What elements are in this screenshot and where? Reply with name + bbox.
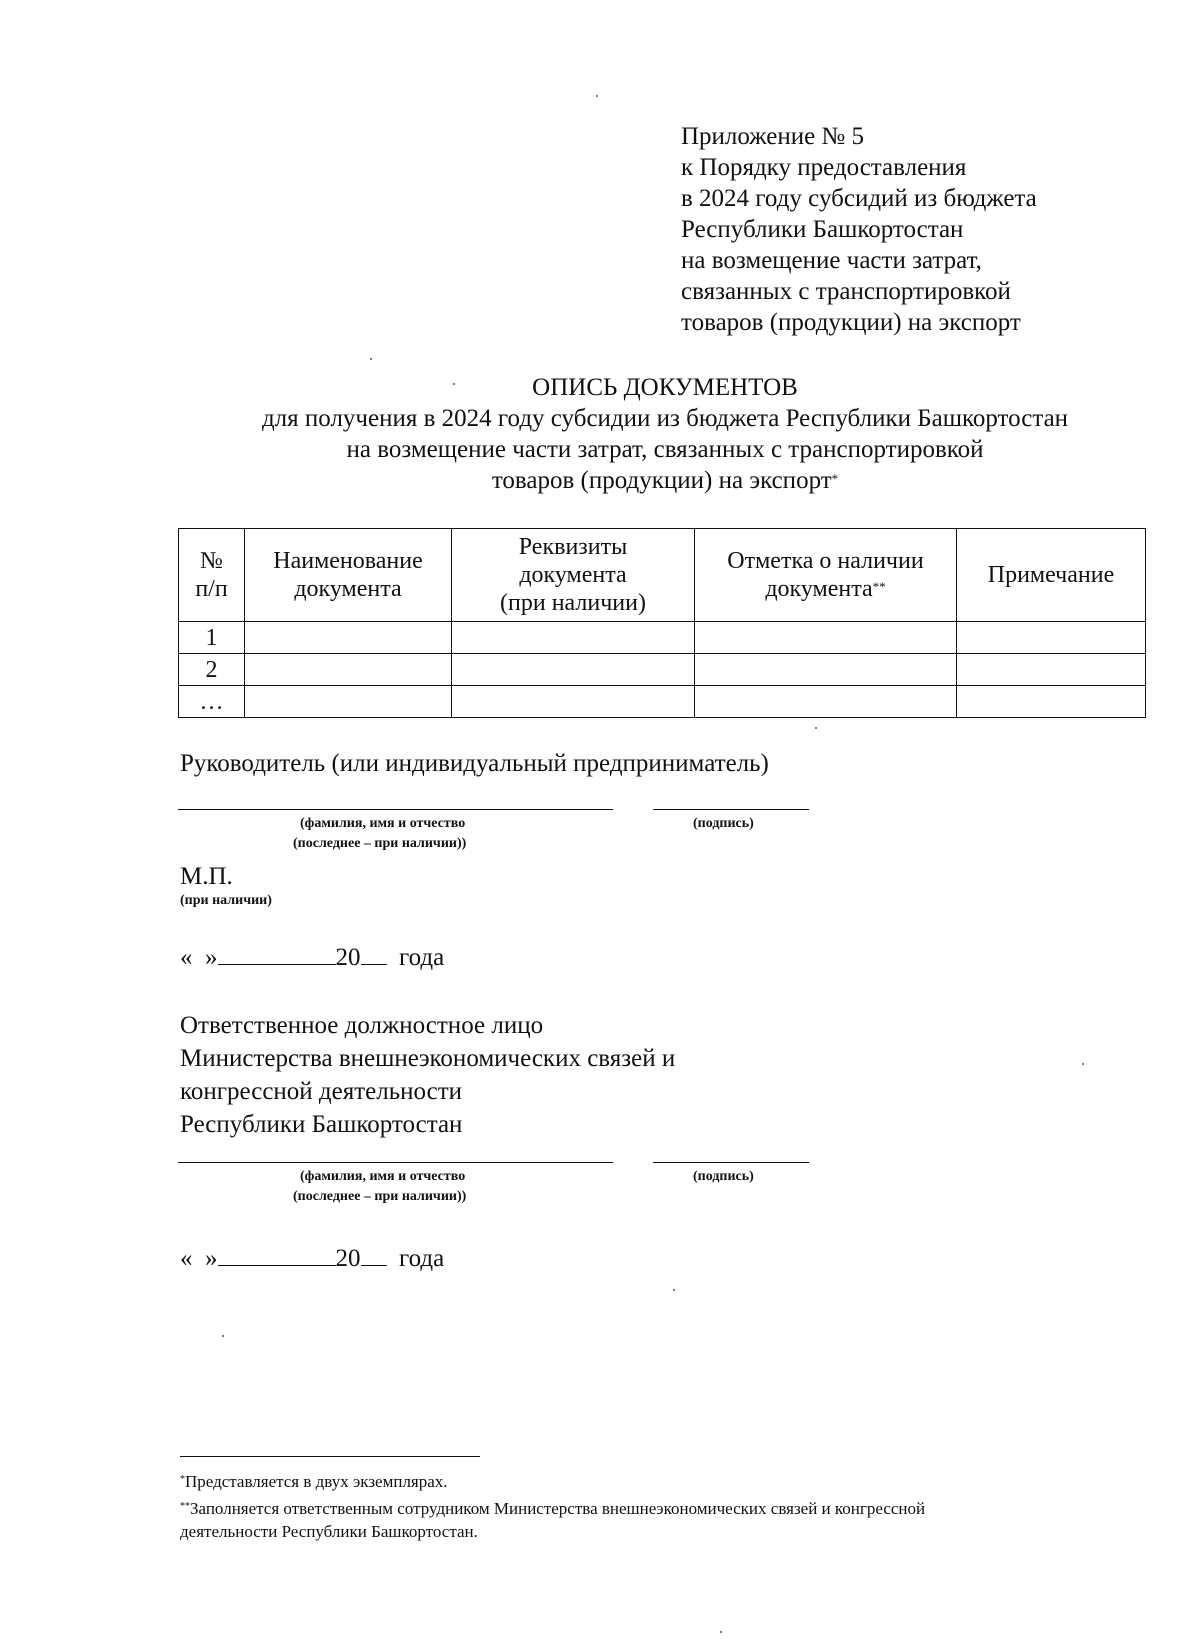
date-month-blank[interactable] <box>218 942 336 965</box>
official-label: Ответственное должностное лицо Министерства внешнеэкономических связей и конгрессной деятельности Республики Башкортостан <box>180 1012 676 1138</box>
appendix-line: товаров (продукции) на экспорт <box>681 309 1021 336</box>
table-cell <box>695 622 957 654</box>
date-year-blank[interactable] <box>361 942 387 965</box>
signature-line[interactable] <box>653 809 809 810</box>
scan-speck <box>222 1335 224 1337</box>
signature-caption: (подпись) <box>693 1169 754 1184</box>
header-presence-mark: Отметка о наличии документа** <box>695 529 957 622</box>
name-caption-2: (последнее – при наличии)) <box>293 1189 467 1204</box>
title-line: для получения в 2024 году субсидии из бюджета Республики Башкортостан <box>261 405 1069 432</box>
table-cell <box>452 686 695 718</box>
footnote-mark: * <box>831 471 839 486</box>
header-note: Примечание <box>957 529 1146 622</box>
date-month-blank[interactable] <box>218 1243 336 1266</box>
table-header-row <box>179 529 1146 622</box>
signature-line[interactable] <box>653 1162 809 1163</box>
stamp-label: М.П. <box>180 863 233 890</box>
header-requisites: Реквизиты документа (при наличии) <box>452 529 695 622</box>
table-cell <box>245 686 452 718</box>
appendix-line: Республики Башкортостан <box>681 216 964 243</box>
footnotes <box>180 1470 925 1543</box>
footnote-separator <box>180 1456 480 1457</box>
stamp-note: (при наличии) <box>180 893 272 908</box>
table-row <box>179 622 1146 654</box>
table-cell <box>957 654 1146 686</box>
table-row <box>179 686 1146 718</box>
appendix-line: Приложение № 5 <box>681 123 865 150</box>
scan-speck <box>370 358 372 360</box>
title-line: товаров (продукции) на экспорт <box>491 467 832 494</box>
appendix-line: связанных с транспортировкой <box>681 278 1011 305</box>
document-title <box>160 372 1170 496</box>
footnote-2: **Заполняется ответственным сотрудником Министерства внешнеэкономических связей и конгрессной <box>180 1499 926 1518</box>
table-cell <box>695 654 957 686</box>
table-cell: 1 <box>179 622 245 654</box>
date-field[interactable]: « » 20 года <box>180 944 445 971</box>
footnote-2-continued: деятельности Республики Башкортостан. <box>180 1522 478 1541</box>
name-signature-line[interactable] <box>178 1162 613 1163</box>
appendix-line: на возмещение части затрат, <box>681 247 982 274</box>
signature-caption: (подпись) <box>693 816 754 831</box>
table-cell <box>245 622 452 654</box>
footnote-mark: ** <box>872 579 886 594</box>
scan-speck <box>453 383 455 385</box>
date-year-blank[interactable] <box>361 1243 387 1266</box>
scan-speck <box>720 1631 722 1633</box>
header-document-name: Наименование документа <box>245 529 452 622</box>
table-cell <box>695 686 957 718</box>
footnote-1: *Представляется в двух экземплярах. <box>180 1472 448 1491</box>
table-cell <box>452 622 695 654</box>
title-line: на возмещение части затрат, связанных с транспортировкой <box>346 436 984 463</box>
head-label: Руководитель (или индивидуальный предприниматель) <box>180 750 769 777</box>
appendix-line: в 2024 году субсидий из бюджета <box>681 185 1037 212</box>
table-cell <box>245 654 452 686</box>
table-cell: 2 <box>179 654 245 686</box>
documents-table <box>178 528 1146 718</box>
scan-speck <box>815 727 817 729</box>
name-caption: (фамилия, имя и отчество <box>300 816 466 831</box>
table-cell: … <box>179 686 245 718</box>
table-cell <box>452 654 695 686</box>
title-heading: ОПИСЬ ДОКУМЕНТОВ <box>532 374 798 401</box>
appendix-note <box>681 121 1037 338</box>
header-number: № п/п <box>179 529 245 622</box>
name-caption-2: (последнее – при наличии)) <box>293 836 467 851</box>
scan-speck <box>673 1289 675 1291</box>
scan-speck <box>1082 1063 1084 1065</box>
table-cell <box>957 686 1146 718</box>
date-field[interactable]: « » 20 года <box>180 1245 445 1272</box>
name-caption: (фамилия, имя и отчество <box>300 1169 466 1184</box>
name-signature-line[interactable] <box>178 809 613 810</box>
appendix-line: к Порядку предоставления <box>681 154 967 181</box>
scan-speck <box>596 95 598 97</box>
table-row <box>179 654 1146 686</box>
table-cell <box>957 622 1146 654</box>
title-line-3 <box>160 465 1170 496</box>
